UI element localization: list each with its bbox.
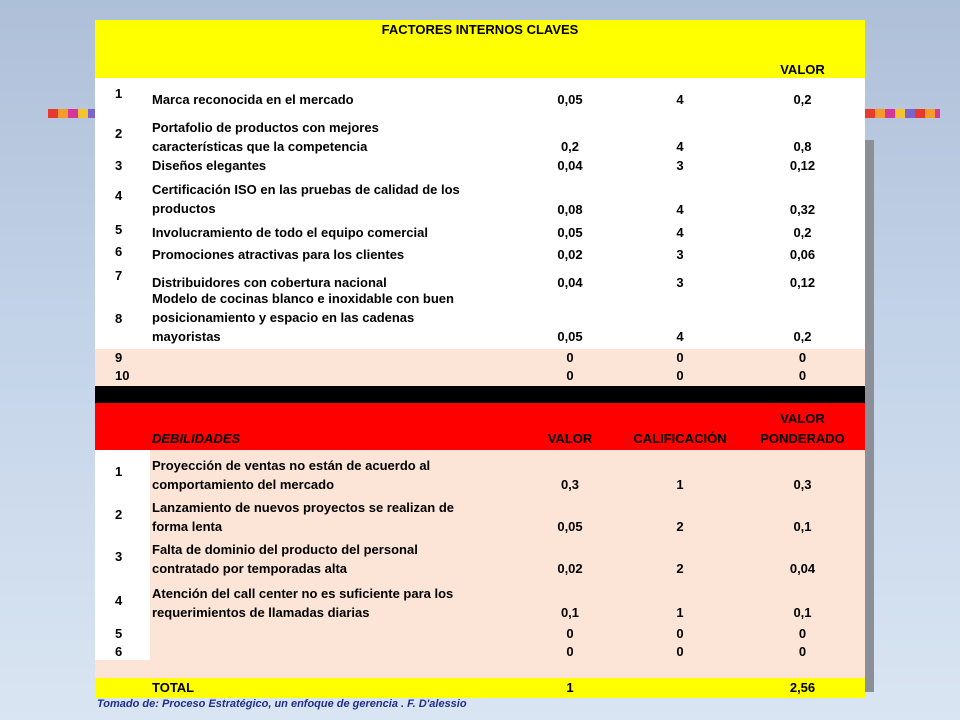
table-row [95,642,865,660]
decorative-stripe-right [865,109,940,118]
row-number: 5 [115,222,123,237]
row-number: 6 [115,644,123,659]
calificacion-cell: 2 [676,519,684,534]
table-row [95,349,865,367]
table-row [95,118,865,156]
valor-cell: 0,05 [557,519,583,534]
factor-description: contratado por temporadas alta [152,561,348,576]
ponderado-header-deb-line2: PONDERADO [760,431,845,446]
row-number: 2 [115,507,123,522]
factor-description: Promociones atractivas para los clientes [152,247,405,262]
table-row [95,242,865,264]
factor-description: productos [152,201,216,216]
valor-header-deb: VALOR [547,431,593,446]
calificacion-cell: 1 [676,605,684,620]
ponderado-cell: 0,12 [789,158,816,173]
ponderado-cell: 0,2 [793,92,812,107]
calificacion-cell: 1 [676,477,684,492]
valor-cell: 0 [566,644,574,659]
debilidades-label: DEBILIDADES [152,431,241,446]
calificacion-cell: 4 [676,225,684,240]
factor-description: Lanzamiento de nuevos proyectos se realizan de [152,500,454,515]
ponderado-cell: 0 [798,368,807,383]
ponderado-cell: 0,32 [789,202,816,217]
calificacion-cell: 3 [676,158,684,173]
table-row [95,456,865,496]
table-row [95,539,865,581]
total-row [95,678,865,698]
calificacion-header-deb: CALIFICACIÓN [633,431,727,446]
table-row [95,497,865,539]
table-row [95,581,865,624]
table-title: FACTORES INTERNOS CLAVES [381,22,579,37]
row-number: 1 [115,86,123,101]
factor-description: Modelo de cocinas blanco e inoxidable con buen [152,291,454,306]
valor-cell: 0 [566,626,574,641]
valor-cell: 0,08 [557,202,583,217]
factor-description: características que la competencia [152,139,368,154]
table-row [95,156,865,176]
calificacion-cell: 0 [676,626,684,641]
table-row [95,367,865,386]
factor-description: Marca reconocida en el mercado [152,92,354,107]
ponderado-cell: 0 [798,626,807,641]
row-number: 8 [115,311,123,326]
valor-cell: 0,04 [557,158,583,173]
table-title-row [95,20,865,40]
valor-cell: 0,1 [560,605,580,620]
ponderado-cell: 0,12 [789,275,816,290]
ponderado-cell: 0 [798,350,807,365]
calificacion-cell: 0 [676,350,684,365]
calificacion-cell: 0 [676,368,684,383]
factor-description: forma lenta [152,519,223,534]
factor-description: mayoristas [152,329,221,344]
valor-cell: 0,05 [557,225,583,240]
valor-cell: 0,2 [560,139,580,154]
table-row [95,78,865,118]
ponderado-cell: 0,1 [793,605,812,620]
total-ponderado: 2,56 [789,680,816,695]
valor-cell: 0,02 [557,561,583,576]
row-number: 4 [115,188,123,203]
row-number: 5 [115,626,123,641]
source-citation: Tomado de: Proceso Estratégico, un enfoque de gerencia . F. D'alessio [97,698,467,710]
ponderado-header-deb-line1: VALOR [780,411,825,426]
ponderado-cell: 0,3 [793,477,812,492]
factor-description: Distribuidores con cobertura nacional [152,275,387,290]
row-number: 6 [115,244,123,259]
calificacion-cell: 4 [676,329,684,344]
row-number: 3 [115,549,123,564]
ponderado-cell: 0,2 [793,225,812,240]
ponderado-cell: 0,06 [789,247,816,262]
row-number: 7 [115,268,123,283]
factor-description: posicionamiento y espacio en las cadenas [152,310,415,325]
row-number: 2 [115,126,123,141]
decorative-stripe-left [48,109,96,118]
factor-description: Portafolio de productos con mejores [152,120,379,135]
valor-cell: 0,02 [557,247,583,262]
calificacion-cell: 3 [676,247,684,262]
calificacion-cell: 4 [676,92,684,107]
ponderado-cell: 0,04 [789,561,816,576]
factor-description: Certificación ISO en las pruebas de calidad de los [152,182,460,197]
factor-description: Falta de dominio del producto del personal [152,542,418,557]
row-number: 1 [115,464,123,479]
factor-description: Diseños elegantes [152,158,267,173]
valor-cell: 0 [566,350,574,365]
factor-description: comportamiento del mercado [152,477,335,492]
valor-cell: 0,05 [557,92,583,107]
table-row [95,264,865,292]
ponderado-cell: 0 [798,644,807,659]
factor-description: Proyección de ventas no están de acuerdo al [152,458,431,473]
calificacion-cell: 2 [676,561,684,576]
calificacion-cell: 0 [676,644,684,659]
section-separator [95,386,865,403]
row-number: 10 [115,368,130,383]
factor-description: requerimientos de llamadas diarias [152,605,370,620]
row-number: 9 [115,350,123,365]
factor-description: Atención del call center no es suficiente para los [152,586,454,601]
factors-table [95,20,865,698]
valor-cell: 0,05 [557,329,583,344]
valor-cell: 0,3 [560,477,580,492]
valor-cell: 0,04 [557,275,583,290]
table-row [95,624,865,642]
calificacion-cell: 4 [676,139,684,154]
row-number: 4 [115,593,123,608]
row-number: 3 [115,158,123,173]
table-row [95,220,865,242]
ponderado-header-line1: VALOR [780,62,825,77]
calificacion-cell: 4 [676,202,684,217]
table-row [95,292,865,349]
ponderado-cell: 0,1 [793,519,812,534]
ponderado-cell: 0,8 [793,139,812,154]
total-valor: 1 [566,680,574,695]
debilidades-header-row [95,403,865,450]
ponderado-cell: 0,2 [793,329,812,344]
calificacion-cell: 3 [676,275,684,290]
table-row [95,176,865,220]
factor-description: Involucramiento de todo el equipo comercial [152,225,428,240]
valor-cell: 0 [566,368,574,383]
total-label: TOTAL [152,680,195,695]
